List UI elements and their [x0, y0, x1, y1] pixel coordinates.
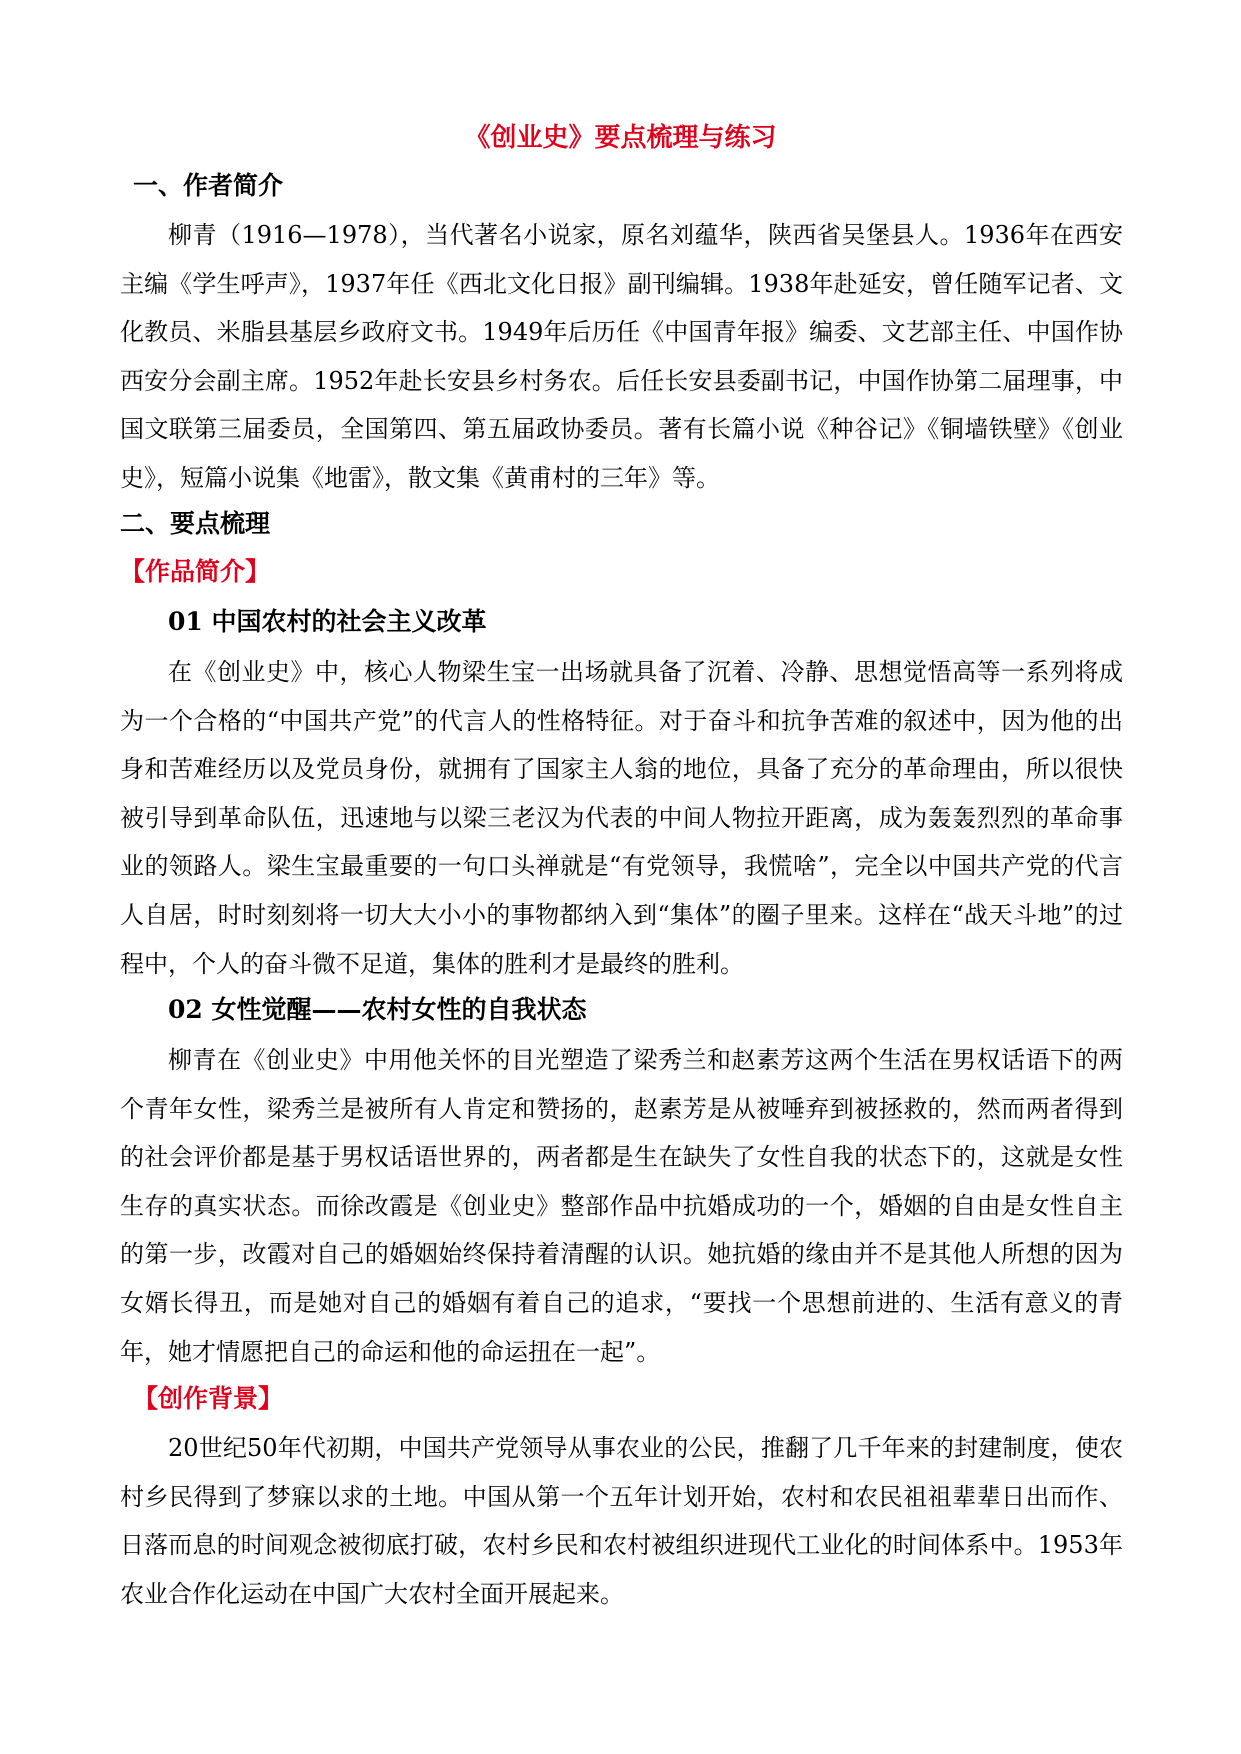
section-heading-author: 一、作者简介: [133, 171, 284, 200]
section-heading-key-points: 二、要点梳理: [120, 509, 271, 538]
works-intro-label: 【作品简介】: [120, 557, 271, 586]
subheading-female-awakening: 02 女性觉醒——农村女性的自我状态: [168, 995, 587, 1024]
subheading-socialist-reform: 01 中国农村的社会主义改革: [168, 607, 487, 636]
author-intro-paragraph: 柳青（1916—1978），当代著名小说家，原名刘蕴华，陕西省吴堡县人。1936年在西安主编《学生呼声》，1937年任《西北文化日报》副刊编辑。1938年赴延安，曾任随军记者、文化教员、米脂县基层乡政府文书。1949年后历任《中国青年报》编委、文艺部主任、中国作协西安分会副主席。1952年赴长安县乡村务农。后任长安县委副书记，中国作协第二届理事，中国文联第三届委员，全国第四、第五届政协委员。著有长篇小说《种谷记》《铜墙铁壁》《创业史》，短篇小说集《地雷》，散文集《黄甫村的三年》等。: [120, 221, 1123, 492]
socialist-reform-paragraph: 在《创业史》中，核心人物梁生宝一出场就具备了沉着、冷静、思想觉悟高等一系列将成为一个合格的“中国共产党”的代言人的性格特征。对于奋斗和抗争苦难的叙述中，因为他的出身和苦难经历以及党员身份，就拥有了国家主人翁的地位，具备了充分的革命理由，所以很快被引导到革命队伍，迅速地与以梁三老汉为代表的中间人物拉开距离，成为轰轰烈烈的革命事业的领路人。梁生宝最重要的一句口头禅就是“有党领导，我慌啥”，完全以中国共产党的代言人自居，时时刻刻将一切大大小小的事物都纳入到“集体”的圈子里来。这样在“战天斗地”的过程中，个人的奋斗微不足道，集体的胜利才是最终的胜利。: [120, 658, 1123, 978]
document-title: 《创业史》要点梳理与练习: [464, 123, 777, 153]
creation-background-label: 【创作背景】: [133, 1384, 284, 1413]
creation-background-paragraph: 20世纪50年代初期，中国共产党领导从事农业的公民，推翻了几千年来的封建制度，使农村乡民得到了梦寐以求的土地。中国从第一个五年计划开始，农村和农民祖祖辈辈日出而作、日落而息的时间观念被彻底打破，农村乡民和农村被组织进现代工业化的时间体系中。1953年农业合作化运动在中国广大农村全面开展起来。: [120, 1434, 1123, 1608]
female-awakening-paragraph: 柳青在《创业史》中用他关怀的目光塑造了梁秀兰和赵素芳这两个生活在男权话语下的两个青年女性，梁秀兰是被所有人肯定和赞扬的，赵素芳是从被唾弃到被拯救的，然而两者得到的社会评价都是基于男权话语世界的，两者都是生在缺失了女性自我的状态下的，这就是女性生存的真实状态。而徐改霞是《创业史》整部作品中抗婚成功的一个，婚姻的自由是女性自主的第一步，改霞对自己的婚姻始终保持着清醒的认识。她抗婚的缘由并不是其他人所想的因为女婿长得丑，而是她对自己的婚姻有着自己的追求，“要找一个思想前进的、生活有意义的青年，她才情愿把自己的命运和他的命运扭在一起”。: [120, 1046, 1123, 1366]
